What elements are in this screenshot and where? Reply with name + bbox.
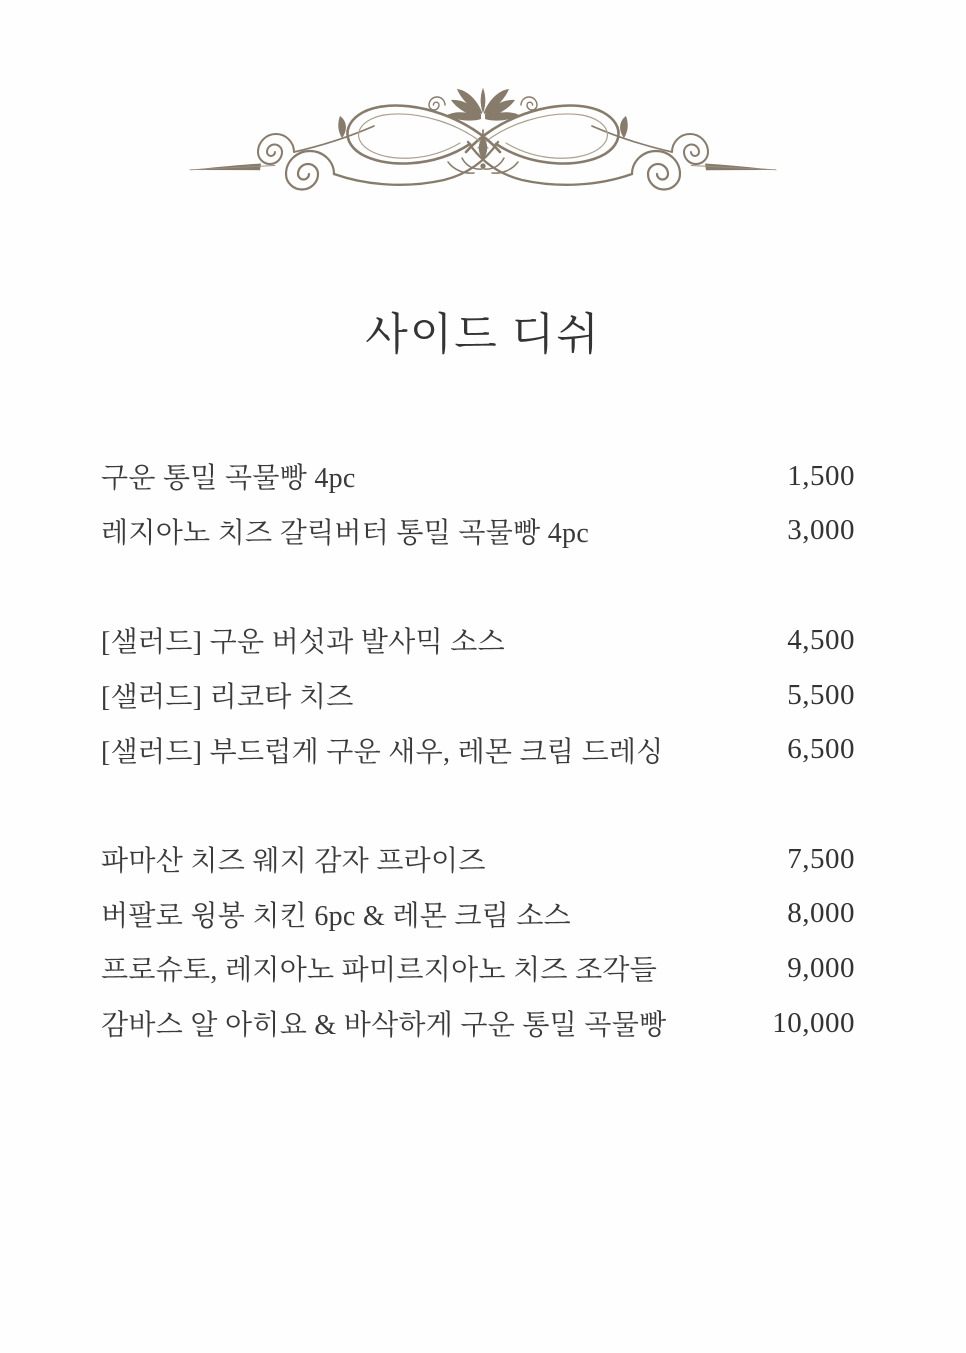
menu-item-name: 프로슈토, 레지아노 파미르지아노 치즈 조각들 xyxy=(101,955,658,987)
menu-item-row xyxy=(101,887,855,942)
menu-item-price: 5,500 xyxy=(787,678,855,711)
menu-item-row xyxy=(101,996,855,1051)
menu-group-salads xyxy=(101,613,855,777)
menu-group-mains xyxy=(101,832,855,1050)
menu-item-row xyxy=(101,449,855,504)
menu-list xyxy=(101,449,855,1050)
menu-item-price: 1,500 xyxy=(787,459,855,492)
menu-item-row xyxy=(101,613,855,668)
menu-item-name: 구운 통밀 곡물빵 4pc xyxy=(101,463,356,495)
menu-item-name: 파마산 치즈 웨지 감자 프라이즈 xyxy=(101,846,486,878)
menu-item-price: 4,500 xyxy=(787,623,855,656)
menu-item-row xyxy=(101,668,855,723)
menu-item-name: [샐러드] 구운 버섯과 발사믹 소스 xyxy=(101,627,505,659)
menu-item-row xyxy=(101,941,855,996)
menu-item-price: 10,000 xyxy=(772,1006,855,1039)
menu-item-price: 6,500 xyxy=(787,733,855,766)
menu-item-row xyxy=(101,832,855,887)
menu-item-price: 7,500 xyxy=(787,842,855,875)
menu-item-row xyxy=(101,722,855,777)
menu-item-price: 3,000 xyxy=(787,514,855,547)
menu-item-name: [샐러드] 부드럽게 구운 새우, 레몬 크림 드레싱 xyxy=(101,736,664,768)
menu-item-name: 버팔로 윙봉 치킨 6pc & 레몬 크림 소스 xyxy=(101,900,572,932)
flourish-divider-icon xyxy=(188,86,778,200)
menu-item-name: [샐러드] 리코타 치즈 xyxy=(101,682,354,714)
page-title: 사이드 디쉬 xyxy=(365,310,601,359)
menu-item-name: 감바스 알 아히요 & 바삭하게 구운 통밀 곡물빵 xyxy=(101,1010,667,1042)
menu-item-name: 레지아노 치즈 갈릭버터 통밀 곡물빵 4pc xyxy=(101,517,590,549)
menu-item-row xyxy=(101,504,855,559)
menu-item-price: 9,000 xyxy=(787,951,855,984)
menu-group-breads xyxy=(101,449,855,558)
menu-item-price: 8,000 xyxy=(787,897,855,930)
